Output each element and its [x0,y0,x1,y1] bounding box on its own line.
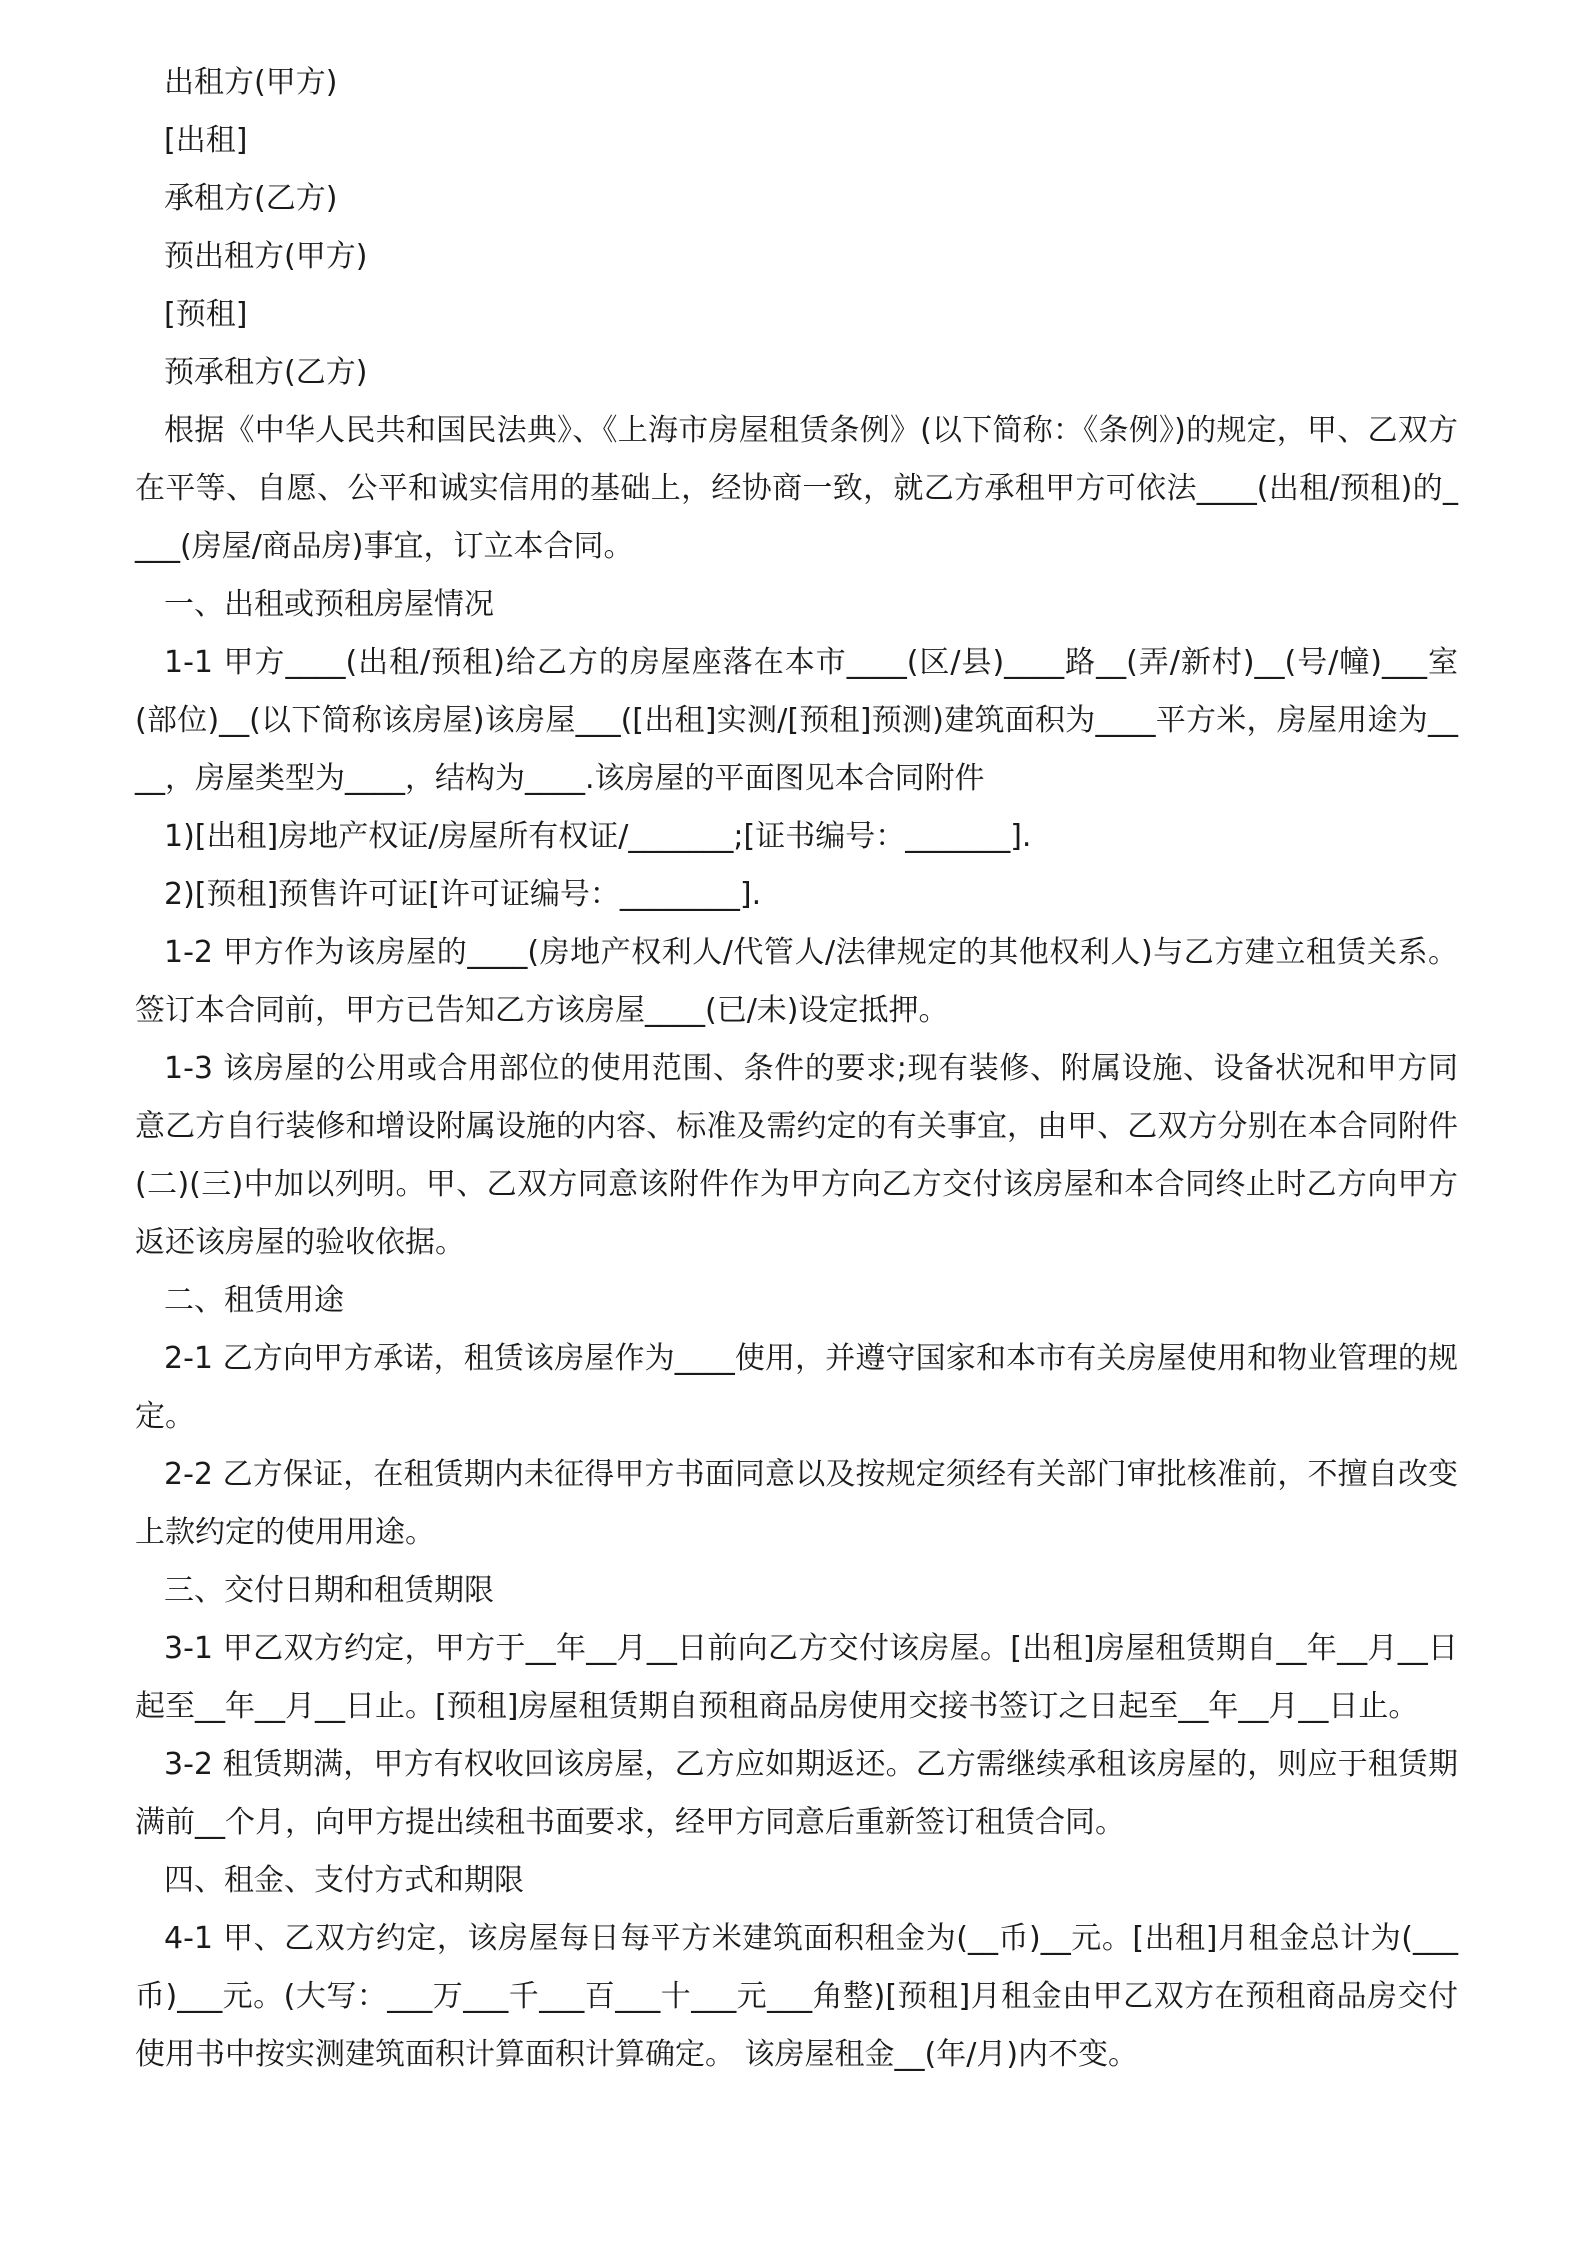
party-lease-tag: [出租] [164,123,248,158]
party-lessor: 出租方(甲方) [164,65,338,100]
party-prelease-tag: [预租] [164,297,248,332]
clause-2-1: 2-1 乙方向甲方承诺，租赁该房屋作为____使用，并遵守国家和本市有关房屋使用和物业管理的规定。 [135,1341,1458,1434]
clause-1-2: 1-2 甲方作为该房屋的____(房地产权利人/代管人/法律规定的其他权利人)与乙方建立租赁关系。签订本合同前，甲方已告知乙方该房屋____(已/未)设定抵押。 [135,935,1458,1028]
preamble-paragraph: 根据《中华人民共和国民法典》、《上海市房屋租赁条例》(以下简称：《条例》)的规定，甲、乙双方在平等、自愿、公平和诚实信用的基础上，经协商一致，就乙方承租甲方可依法____(出租/预租)的____(房屋/商品房)事宜，订立本合同。 [135,413,1458,564]
section-1-title: 一、出租或预租房屋情况 [164,587,494,622]
party-pre-lessor: 预出租方(甲方) [164,239,368,274]
clause-4-1: 4-1 甲、乙双方约定，该房屋每日每平方米建筑面积租金为(__币)__元。[出租]月租金总计为(___币)___元。(大写：___万___千___百___十___元___角整)[预租]月租金由甲乙双方在预租商品房交付使用书中按实测建筑面积计算面积计算确定。 该房屋租金__(年/月)内不变。 [135,1921,1458,2072]
clause-1-1: 1-1 甲方____(出租/预租)给乙方的房屋座落在本市____(区/县)____路__(弄/新村)__(号/幢)___室(部位)__(以下简称该房屋)该房屋___([出租]实测/[预租]预测)建筑面积为____平方米，房屋用途为____，房屋类型为____，结构为____.该房屋的平面图见本合同附件 [135,645,1458,796]
section-2-title: 二、租赁用途 [164,1283,344,1318]
clause-1-3: 1-3 该房屋的公用或合用部位的使用范围、条件的要求;现有装修、附属设施、设备状况和甲方同意乙方自行装修和增设附属设施的内容、标准及需约定的有关事宜，由甲、乙双方分别在本合同附件(二)(三)中加以列明。甲、乙双方同意该附件作为甲方向乙方交付该房屋和本合同终止时乙方向甲方返还该房屋的验收依据。 [135,1051,1458,1260]
section-4-title: 四、租金、支付方式和期限 [164,1863,524,1898]
clause-1-1-item-1: 1)[出租]房地产权证/房屋所有权证/_______;[证书编号：_______]. [164,819,1032,854]
clause-3-2: 3-2 租赁期满，甲方有权收回该房屋，乙方应如期返还。乙方需继续承租该房屋的，则应于租赁期满前__个月，向甲方提出续租书面要求，经甲方同意后重新签订租赁合同。 [135,1747,1458,1840]
clause-1-1-item-2: 2)[预租]预售许可证[许可证编号：________]. [164,877,762,912]
party-pre-lessee: 预承租方(乙方) [164,355,368,390]
party-lessee: 承租方(乙方) [164,181,338,216]
clause-3-1: 3-1 甲乙双方约定，甲方于__年__月__日前向乙方交付该房屋。[出租]房屋租赁期自__年__月__日起至__年__月__日止。[预租]房屋租赁期自预租商品房使用交接书签订之日起至__年__月__日止。 [135,1631,1458,1724]
clause-2-2: 2-2 乙方保证，在租赁期内未征得甲方书面同意以及按规定须经有关部门审批核准前，不擅自改变上款约定的使用用途。 [135,1457,1458,1550]
section-3-title: 三、交付日期和租赁期限 [164,1573,494,1608]
